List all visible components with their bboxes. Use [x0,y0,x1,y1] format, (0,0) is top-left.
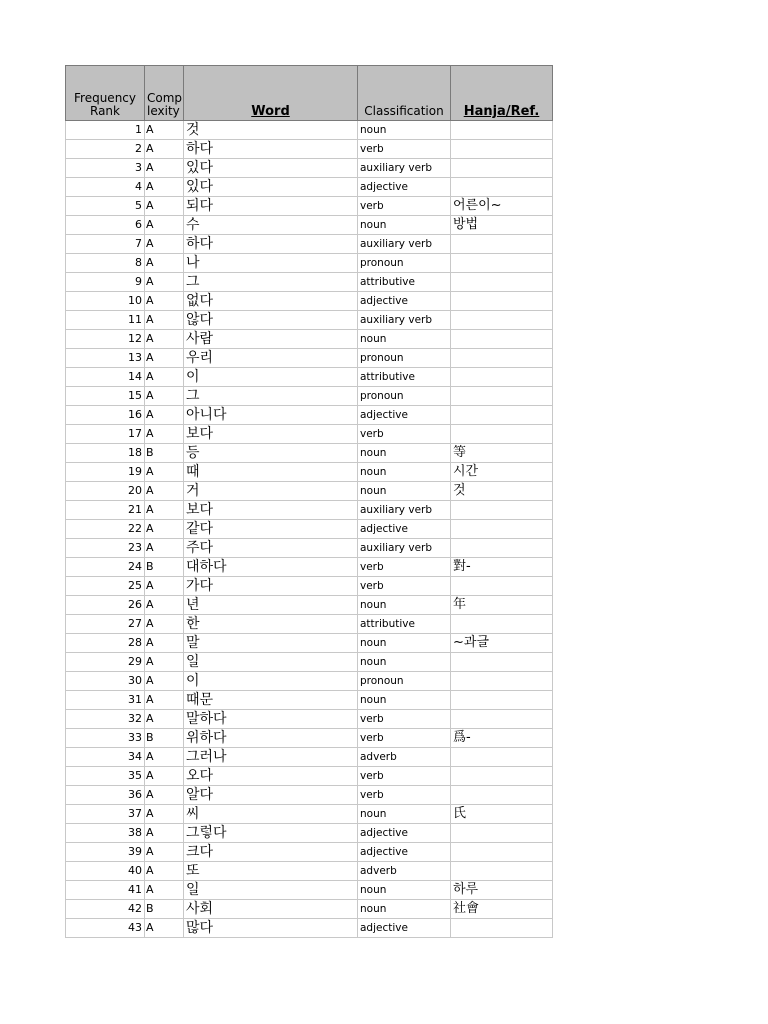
complexity-cell[interactable]: B [145,900,184,919]
complexity-cell[interactable]: A [145,653,184,672]
table-row [66,919,553,938]
hanja-cell[interactable] [451,672,553,691]
complexity-cell[interactable]: A [145,748,184,767]
hanja-cell[interactable] [451,767,553,786]
hanja-cell[interactable] [451,748,553,767]
word-cell[interactable]: 같다 [184,520,358,539]
word-cell[interactable]: 크다 [184,843,358,862]
table-row [66,501,553,520]
complexity-cell[interactable]: A [145,482,184,501]
table-row [66,653,553,672]
word-cell[interactable]: 사람 [184,330,358,349]
hanja-cell[interactable] [451,843,553,862]
hanja-cell[interactable]: 等 [451,444,553,463]
hanja-cell[interactable]: 氏 [451,805,553,824]
hanja-cell[interactable]: 것 [451,482,553,501]
word-cell[interactable]: 하다 [184,235,358,254]
classification-cell[interactable]: noun [358,216,451,235]
table-row [66,273,553,292]
hanja-cell[interactable]: 爲- [451,729,553,748]
complexity-cell[interactable]: A [145,824,184,843]
classification-cell[interactable]: verb [358,767,451,786]
classification-cell[interactable]: pronoun [358,672,451,691]
complexity-cell[interactable]: A [145,881,184,900]
classification-cell[interactable]: verb [358,710,451,729]
complexity-cell[interactable]: A [145,425,184,444]
classification-cell[interactable]: auxiliary verb [358,159,451,178]
table-row [66,463,553,482]
table-row [66,140,553,159]
complexity-cell[interactable]: A [145,710,184,729]
complexity-cell[interactable]: A [145,121,184,140]
hanja-cell[interactable] [451,292,553,311]
rank-cell[interactable]: 10 [66,292,145,311]
complexity-cell[interactable]: A [145,159,184,178]
classification-cell[interactable]: adjective [358,292,451,311]
classification-cell[interactable]: adjective [358,919,451,938]
hanja-cell[interactable]: 年 [451,596,553,615]
hanja-cell[interactable] [451,710,553,729]
classification-cell[interactable]: noun [358,653,451,672]
table-row [66,615,553,634]
hanja-cell[interactable] [451,140,553,159]
rank-cell[interactable]: 38 [66,824,145,843]
rank-cell[interactable]: 30 [66,672,145,691]
table-row [66,121,553,140]
complexity-cell[interactable]: A [145,539,184,558]
table-row [66,330,553,349]
header-word[interactable]: Word [184,66,358,121]
table-row [66,596,553,615]
table-row [66,387,553,406]
word-cell[interactable]: 있다 [184,159,358,178]
classification-cell[interactable]: noun [358,463,451,482]
table-body [66,121,553,938]
word-cell[interactable]: 보다 [184,425,358,444]
hanja-cell[interactable]: 社會 [451,900,553,919]
classification-cell[interactable]: noun [358,900,451,919]
rank-cell[interactable]: 20 [66,482,145,501]
rank-cell[interactable]: 6 [66,216,145,235]
hanja-cell[interactable] [451,919,553,938]
hanja-cell[interactable] [451,121,553,140]
classification-cell[interactable]: noun [358,482,451,501]
complexity-cell[interactable]: A [145,577,184,596]
rank-cell[interactable]: 8 [66,254,145,273]
classification-cell[interactable]: noun [358,634,451,653]
header-hanja-ref[interactable]: Hanja/Ref. [451,66,553,121]
complexity-cell[interactable]: A [145,634,184,653]
word-frequency-table [65,65,553,938]
word-cell[interactable]: 않다 [184,311,358,330]
hanja-cell[interactable] [451,178,553,197]
table-row [66,805,553,824]
hanja-cell[interactable] [451,387,553,406]
table-row [66,558,553,577]
classification-cell[interactable]: noun [358,805,451,824]
hanja-cell[interactable]: ~과글 [451,634,553,653]
word-cell[interactable]: 수 [184,216,358,235]
rank-cell[interactable]: 35 [66,767,145,786]
table-row [66,862,553,881]
header-classification[interactable]: Classification [358,66,451,121]
hanja-cell[interactable] [451,539,553,558]
word-cell[interactable]: 때 [184,463,358,482]
word-cell[interactable]: 없다 [184,292,358,311]
rank-cell[interactable]: 19 [66,463,145,482]
rank-cell[interactable]: 12 [66,330,145,349]
rank-cell[interactable]: 11 [66,311,145,330]
classification-cell[interactable]: verb [358,425,451,444]
hanja-cell[interactable] [451,501,553,520]
rank-cell[interactable]: 15 [66,387,145,406]
classification-cell[interactable]: auxiliary verb [358,539,451,558]
rank-cell[interactable]: 16 [66,406,145,425]
complexity-cell[interactable]: A [145,387,184,406]
hanja-cell[interactable]: 어른이~ [451,197,553,216]
rank-cell[interactable]: 31 [66,691,145,710]
word-cell[interactable]: 등 [184,444,358,463]
word-cell[interactable]: 그렇다 [184,824,358,843]
rank-cell[interactable]: 7 [66,235,145,254]
table-row [66,159,553,178]
classification-cell[interactable]: attributive [358,273,451,292]
classification-cell[interactable]: adjective [358,178,451,197]
classification-cell[interactable]: adjective [358,520,451,539]
complexity-cell[interactable]: B [145,729,184,748]
rank-cell[interactable]: 21 [66,501,145,520]
rank-cell[interactable]: 9 [66,273,145,292]
classification-cell[interactable]: noun [358,121,451,140]
word-cell[interactable]: 말 [184,634,358,653]
hanja-cell[interactable] [451,235,553,254]
table-row [66,691,553,710]
rank-cell[interactable]: 27 [66,615,145,634]
complexity-cell[interactable]: A [145,862,184,881]
rank-cell[interactable]: 32 [66,710,145,729]
table-row [66,520,553,539]
table-row [66,482,553,501]
word-cell[interactable]: 것 [184,121,358,140]
complexity-cell[interactable]: A [145,691,184,710]
complexity-cell[interactable]: A [145,596,184,615]
table-row [66,368,553,387]
classification-cell[interactable]: verb [358,577,451,596]
table-row [66,444,553,463]
table-row [66,843,553,862]
word-cell[interactable]: 이 [184,368,358,387]
classification-cell[interactable]: verb [358,786,451,805]
complexity-cell[interactable]: A [145,349,184,368]
complexity-cell[interactable]: A [145,463,184,482]
table-row [66,900,553,919]
classification-cell[interactable]: adverb [358,862,451,881]
complexity-cell[interactable]: A [145,615,184,634]
table-row [66,216,553,235]
word-cell[interactable]: 일 [184,881,358,900]
rank-cell[interactable]: 22 [66,520,145,539]
rank-cell[interactable]: 33 [66,729,145,748]
rank-cell[interactable]: 13 [66,349,145,368]
table-row [66,178,553,197]
complexity-cell[interactable]: A [145,216,184,235]
table-row [66,824,553,843]
table-row [66,634,553,653]
table-row [66,235,553,254]
classification-cell[interactable]: auxiliary verb [358,311,451,330]
word-cell[interactable]: 년 [184,596,358,615]
table-row [66,729,553,748]
word-cell[interactable]: 우리 [184,349,358,368]
hanja-cell[interactable] [451,653,553,672]
word-cell[interactable]: 하다 [184,140,358,159]
classification-cell[interactable]: verb [358,729,451,748]
classification-cell[interactable]: verb [358,140,451,159]
table-row [66,710,553,729]
complexity-cell[interactable]: A [145,672,184,691]
frequency-table-sheet [65,65,552,938]
complexity-cell[interactable]: B [145,444,184,463]
complexity-cell[interactable]: A [145,140,184,159]
classification-cell[interactable]: adjective [358,824,451,843]
table-row [66,881,553,900]
table-row [66,748,553,767]
hanja-cell[interactable] [451,615,553,634]
word-cell[interactable]: 가다 [184,577,358,596]
hanja-cell[interactable] [451,330,553,349]
rank-cell[interactable]: 25 [66,577,145,596]
word-cell[interactable]: 나 [184,254,358,273]
word-cell[interactable]: 많다 [184,919,358,938]
hanja-cell[interactable] [451,691,553,710]
word-cell[interactable]: 대하다 [184,558,358,577]
rank-cell[interactable]: 37 [66,805,145,824]
rank-cell[interactable]: 23 [66,539,145,558]
table-row [66,254,553,273]
complexity-cell[interactable]: A [145,311,184,330]
word-cell[interactable]: 되다 [184,197,358,216]
word-cell[interactable]: 있다 [184,178,358,197]
rank-cell[interactable]: 1 [66,121,145,140]
complexity-cell[interactable]: A [145,805,184,824]
hanja-cell[interactable] [451,406,553,425]
classification-cell[interactable]: attributive [358,615,451,634]
complexity-cell[interactable]: A [145,520,184,539]
word-cell[interactable]: 거 [184,482,358,501]
rank-cell[interactable]: 36 [66,786,145,805]
classification-cell[interactable]: noun [358,881,451,900]
word-cell[interactable]: 그 [184,273,358,292]
hanja-cell[interactable] [451,159,553,178]
complexity-cell[interactable]: A [145,254,184,273]
classification-cell[interactable]: adjective [358,843,451,862]
complexity-cell[interactable]: A [145,843,184,862]
header-row [66,66,553,121]
word-cell[interactable]: 아니다 [184,406,358,425]
rank-cell[interactable]: 14 [66,368,145,387]
table-row [66,786,553,805]
hanja-cell[interactable]: 對- [451,558,553,577]
rank-cell[interactable]: 2 [66,140,145,159]
classification-cell[interactable]: adjective [358,406,451,425]
classification-cell[interactable]: adverb [358,748,451,767]
word-cell[interactable]: 또 [184,862,358,881]
complexity-cell[interactable]: A [145,368,184,387]
complexity-cell[interactable]: A [145,273,184,292]
table-row [66,767,553,786]
complexity-cell[interactable]: A [145,292,184,311]
rank-cell[interactable]: 42 [66,900,145,919]
table-row [66,577,553,596]
word-cell[interactable]: 때문 [184,691,358,710]
complexity-cell[interactable]: A [145,330,184,349]
hanja-cell[interactable] [451,577,553,596]
word-cell[interactable]: 그 [184,387,358,406]
classification-cell[interactable]: pronoun [358,254,451,273]
word-cell[interactable]: 주다 [184,539,358,558]
table-row [66,197,553,216]
rank-cell[interactable]: 17 [66,425,145,444]
complexity-cell[interactable]: A [145,919,184,938]
word-cell[interactable]: 한 [184,615,358,634]
complexity-cell[interactable]: A [145,786,184,805]
hanja-cell[interactable] [451,349,553,368]
rank-cell[interactable]: 34 [66,748,145,767]
hanja-cell[interactable]: 시간 [451,463,553,482]
header-complexity[interactable]: Comp lexity [145,66,184,121]
hanja-cell[interactable] [451,786,553,805]
complexity-cell[interactable]: A [145,197,184,216]
word-cell[interactable]: 이 [184,672,358,691]
classification-cell[interactable]: auxiliary verb [358,235,451,254]
hanja-cell[interactable] [451,862,553,881]
complexity-cell[interactable]: B [145,558,184,577]
classification-cell[interactable]: pronoun [358,387,451,406]
table-row [66,539,553,558]
complexity-cell[interactable]: A [145,235,184,254]
rank-cell[interactable]: 18 [66,444,145,463]
classification-cell[interactable]: noun [358,596,451,615]
rank-cell[interactable]: 39 [66,843,145,862]
hanja-cell[interactable] [451,520,553,539]
classification-cell[interactable]: noun [358,444,451,463]
table-row [66,406,553,425]
hanja-cell[interactable] [451,311,553,330]
table-row [66,349,553,368]
word-cell[interactable]: 일 [184,653,358,672]
classification-cell[interactable]: verb [358,558,451,577]
rank-cell[interactable]: 24 [66,558,145,577]
classification-cell[interactable]: noun [358,330,451,349]
classification-cell[interactable]: auxiliary verb [358,501,451,520]
rank-cell[interactable]: 41 [66,881,145,900]
classification-cell[interactable]: pronoun [358,349,451,368]
hanja-cell[interactable] [451,824,553,843]
classification-cell[interactable]: verb [358,197,451,216]
word-cell[interactable]: 알다 [184,786,358,805]
word-cell[interactable]: 사회 [184,900,358,919]
rank-cell[interactable]: 43 [66,919,145,938]
word-cell[interactable]: 오다 [184,767,358,786]
rank-cell[interactable]: 3 [66,159,145,178]
header-frequency-rank[interactable]: Frequency Rank [66,66,145,121]
word-cell[interactable]: 말하다 [184,710,358,729]
word-cell[interactable]: 씨 [184,805,358,824]
classification-cell[interactable]: attributive [358,368,451,387]
hanja-cell[interactable]: 하루 [451,881,553,900]
complexity-cell[interactable]: A [145,501,184,520]
rank-cell[interactable]: 5 [66,197,145,216]
rank-cell[interactable]: 40 [66,862,145,881]
table-row [66,425,553,444]
complexity-cell[interactable]: A [145,178,184,197]
complexity-cell[interactable]: A [145,406,184,425]
rank-cell[interactable]: 29 [66,653,145,672]
word-cell[interactable]: 그러나 [184,748,358,767]
rank-cell[interactable]: 28 [66,634,145,653]
rank-cell[interactable]: 26 [66,596,145,615]
table-row [66,292,553,311]
hanja-cell[interactable] [451,368,553,387]
hanja-cell[interactable] [451,425,553,444]
classification-cell[interactable]: noun [358,691,451,710]
complexity-cell[interactable]: A [145,767,184,786]
hanja-cell[interactable]: 방법 [451,216,553,235]
hanja-cell[interactable] [451,273,553,292]
table-row [66,311,553,330]
table-row [66,672,553,691]
word-cell[interactable]: 보다 [184,501,358,520]
hanja-cell[interactable] [451,254,553,273]
word-cell[interactable]: 위하다 [184,729,358,748]
rank-cell[interactable]: 4 [66,178,145,197]
